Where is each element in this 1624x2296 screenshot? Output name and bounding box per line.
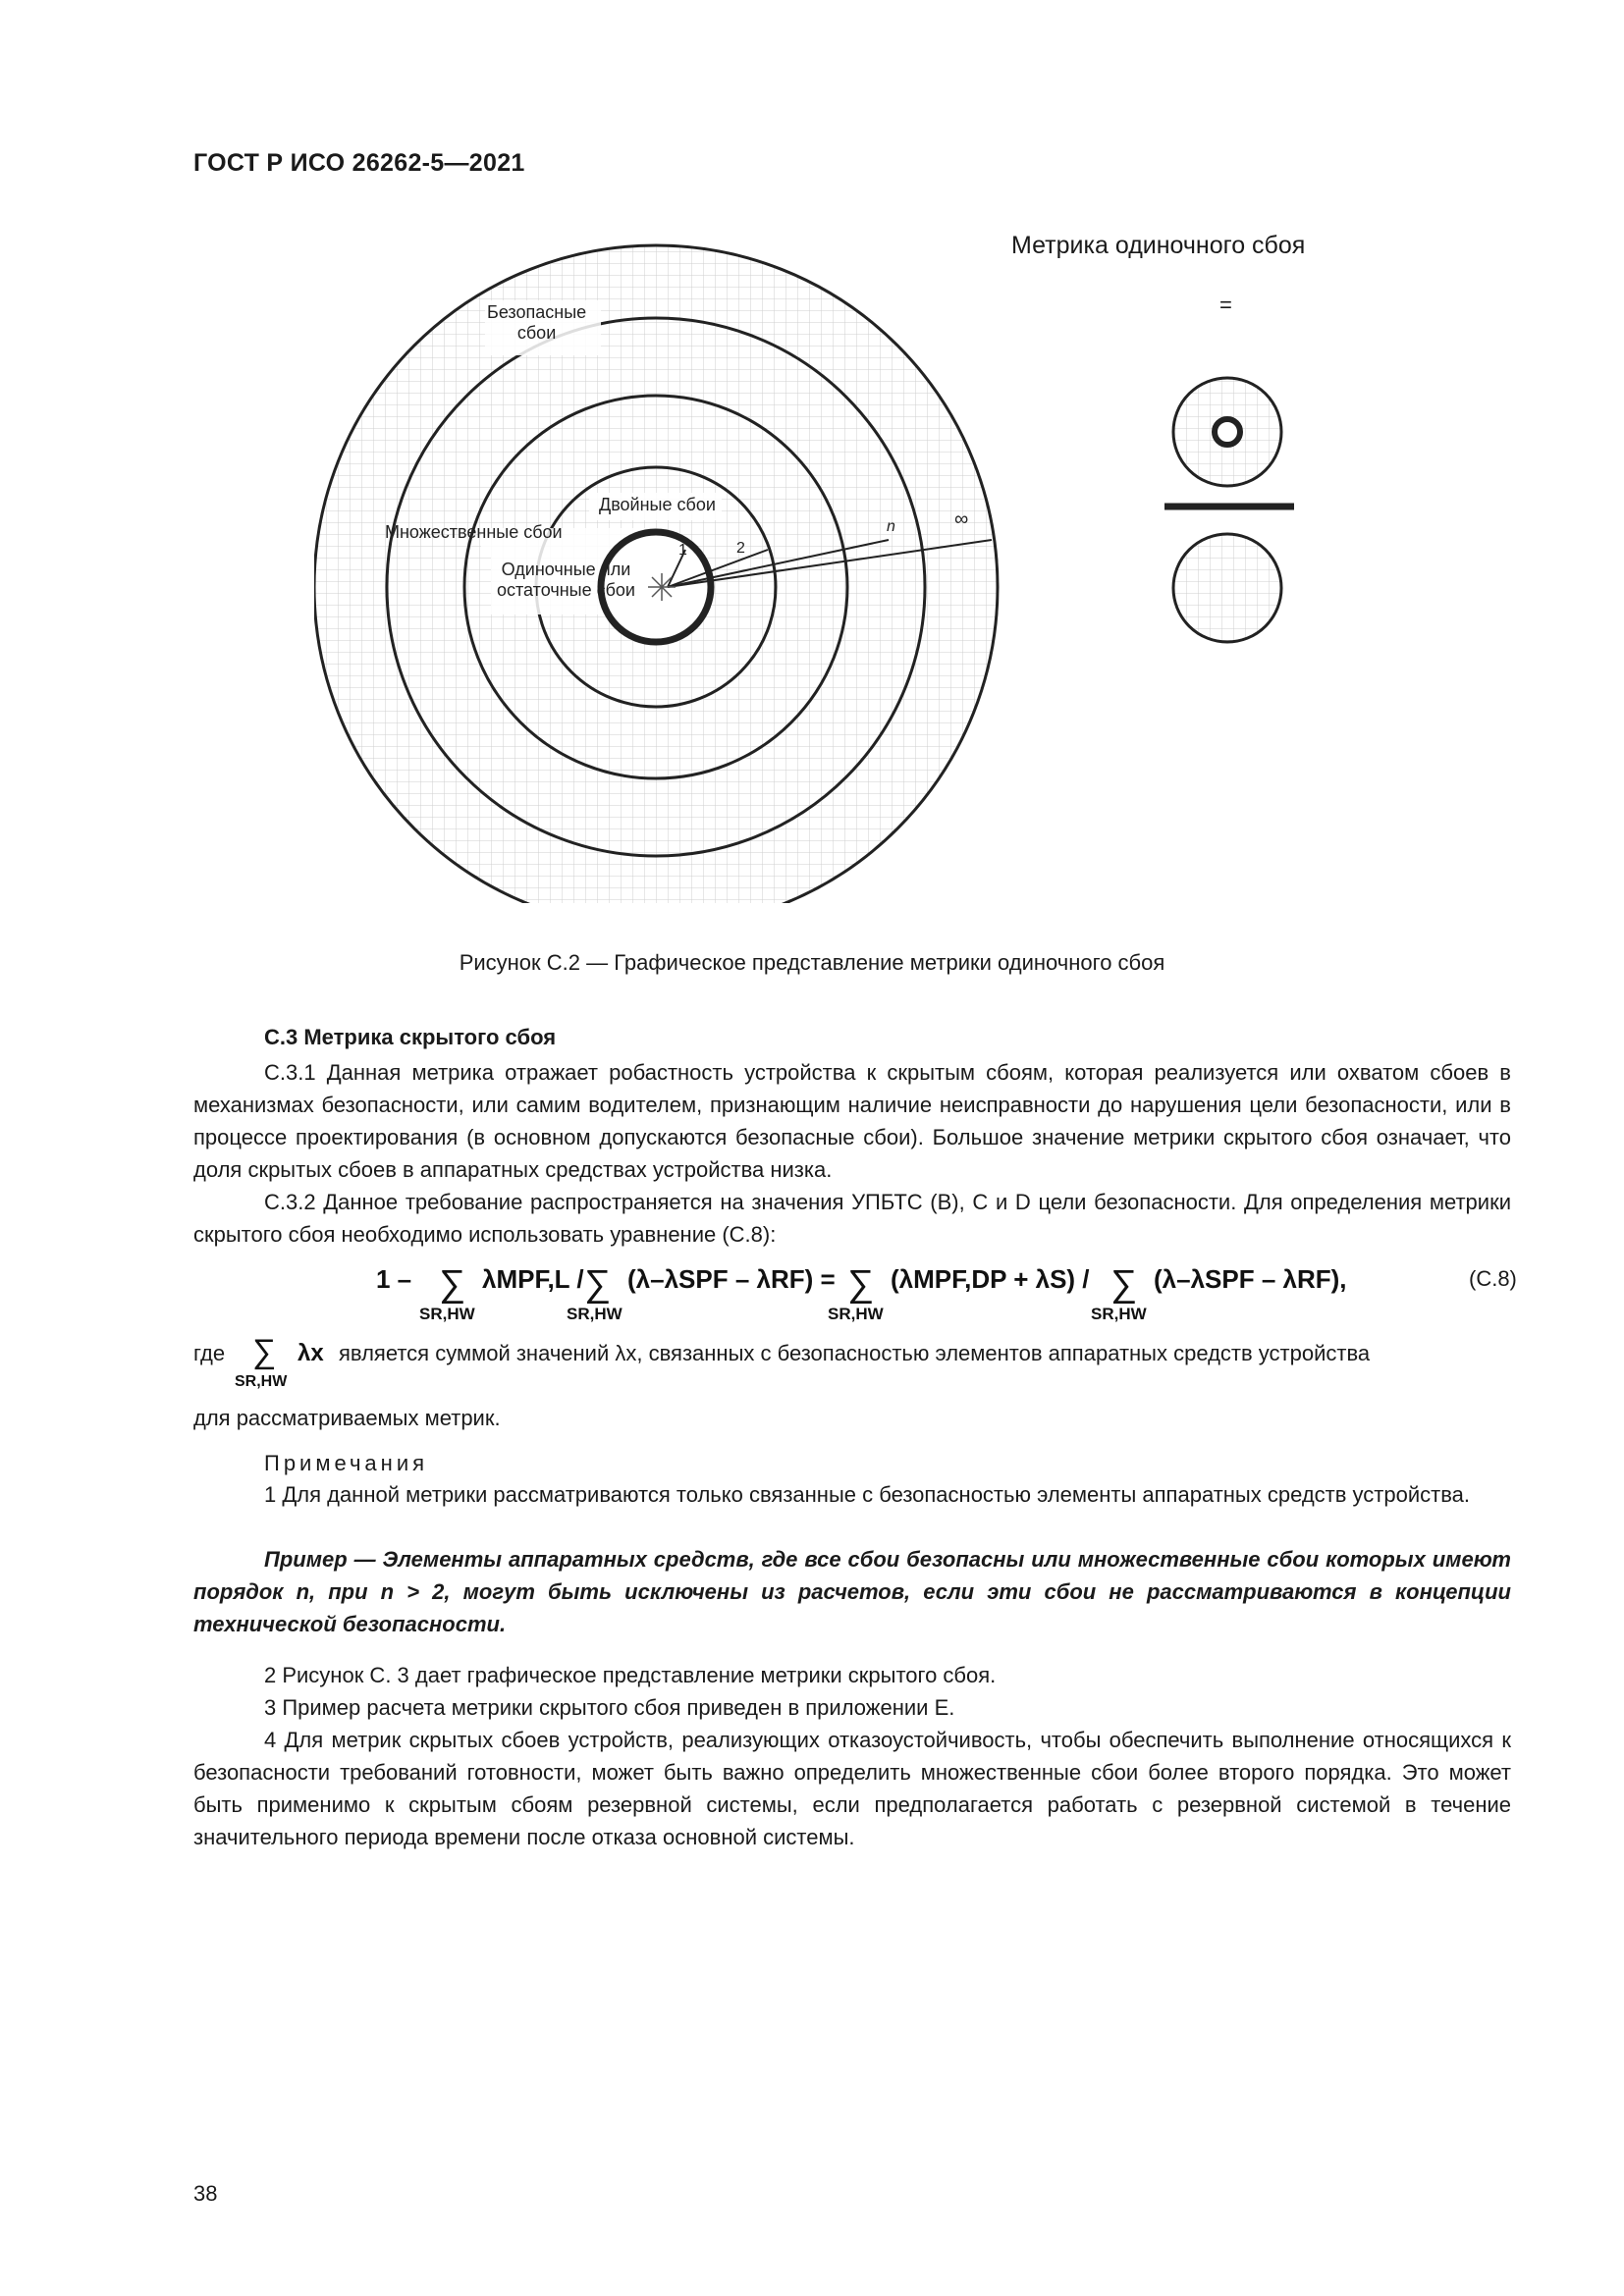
- eq-middle-1: (λ–λSPF – λRF) =: [627, 1264, 836, 1294]
- eq-sum-3: ∑: [847, 1263, 875, 1305]
- eq-one-minus: 1 –: [376, 1264, 412, 1294]
- note-2: 2 Рисунок С. 3 дает графическое представление метрики скрытого сбоя.: [264, 1663, 997, 1687]
- notes-title: Примечания: [264, 1451, 429, 1475]
- eq-sum-sub-2: SR,HW: [567, 1305, 623, 1323]
- where-sum-sign: ∑: [252, 1333, 277, 1370]
- figure-caption: Рисунок С.2 — Графическое представление метрики одиночного сбоя: [459, 950, 1165, 975]
- eq-middle-2: (λMPF,DP + λS) /: [891, 1264, 1090, 1294]
- page-number: 38: [193, 2181, 218, 2206]
- figure-c2: [314, 216, 1404, 903]
- label-dual-faults: Двойные сбои: [599, 495, 716, 514]
- equation-c8: [376, 1258, 1358, 1327]
- label-order-infinity: ∞: [954, 508, 969, 530]
- eq-sum-4: ∑: [1110, 1263, 1138, 1305]
- target-diagram: [314, 216, 1404, 903]
- equation-body: [376, 1258, 1358, 1327]
- note-3: 3 Пример расчета метрики скрытого сбоя приведен в приложении Е.: [264, 1695, 955, 1720]
- label-multiple-faults: Множественные сбои: [385, 522, 563, 542]
- eq-tail: (λ–λSPF – λRF),: [1154, 1264, 1347, 1294]
- eq-sum-sub-1: SR,HW: [419, 1305, 475, 1323]
- where-continuation: для рассматриваемых метрик.: [193, 1406, 501, 1430]
- label-single-residual-faults: Одиночные или остаточные сбои: [497, 560, 635, 600]
- note-1: 1 Для данной метрики рассматриваются только связанные с безопасностью элементы аппаратных средств устройства.: [264, 1482, 1470, 1507]
- label-safe-faults: Безопасные сбои: [487, 302, 587, 343]
- equation-number: (С.8): [1469, 1266, 1517, 1291]
- note-4: 4 Для метрик скрытых сбоев устройств, реализующих отказоустойчивость, чтобы обеспечить выполнение относящихся к безопасности требований готовности, может быть важно определить множественные сбои более второго порядка. Это может быть применимо к скрытым сбоям резервной системы, если предполагается работать с резервной системой в течение значительного периода времени после отказа основной системы.: [193, 1728, 1511, 1849]
- example-note: Пример — Элементы аппаратных средств, где все сбои безопасны или множественные сбои которых имеют порядок n, при n > 2, могут быть исключены из расчетов, если эти сбои не рассматриваются в концепции технической безопасности.: [193, 1547, 1511, 1636]
- where-word: где: [193, 1341, 226, 1365]
- eq-sum-2: ∑: [584, 1263, 612, 1305]
- metric-title: Метрика одиночного сбоя: [1011, 232, 1306, 259]
- paragraph-c31: С.3.1 Данная метрика отражает робастность устройства к скрытым сбоям, которая реализуется или охватом сбоев в механизмах безопасности, или самим водителем, признающим наличие неисправности до нарушения цели безопасности, или в процессе проектирования (в основном допускаются безопасные сбои). Большое значение метрики скрытого сбоя означает, что доля скрытых сбоев в аппаратных средствах устройства низка.: [193, 1060, 1511, 1182]
- eq-sum-sub-4: SR,HW: [1091, 1305, 1147, 1323]
- where-clause: [193, 1331, 1511, 1394]
- where-text: является суммой значений λx, связанных с безопасностью элементов аппаратных средств устройства: [339, 1341, 1371, 1365]
- numerator-core: [1215, 419, 1240, 445]
- document-header: ГОСТ Р ИСО 26262-5—2021: [193, 149, 525, 177]
- label-order-2: 2: [736, 540, 745, 557]
- label-order-n: n: [887, 518, 895, 535]
- where-lambda-x: λx: [298, 1340, 324, 1366]
- where-sum: [235, 1331, 343, 1394]
- eq-sum-sub-3: SR,HW: [828, 1305, 884, 1323]
- section-title: С.3 Метрика скрытого сбоя: [264, 1025, 557, 1049]
- starburst-icon: [648, 573, 676, 601]
- label-order-1: 1: [678, 542, 687, 559]
- denominator-circle: [1173, 534, 1281, 642]
- paragraph-c32: С.3.2 Данное требование распространяется на значения УПБТС (В), С и D цели безопасности. Для определения метрики скрытого сбоя необходимо использовать уравнение (С.8):: [193, 1190, 1511, 1247]
- where-sum-sub: SR,HW: [235, 1373, 288, 1390]
- eq-lambda-mpf-l: λMPF,L /: [482, 1264, 584, 1294]
- metric-equals: =: [1219, 293, 1232, 317]
- eq-sum-1: ∑: [439, 1263, 466, 1305]
